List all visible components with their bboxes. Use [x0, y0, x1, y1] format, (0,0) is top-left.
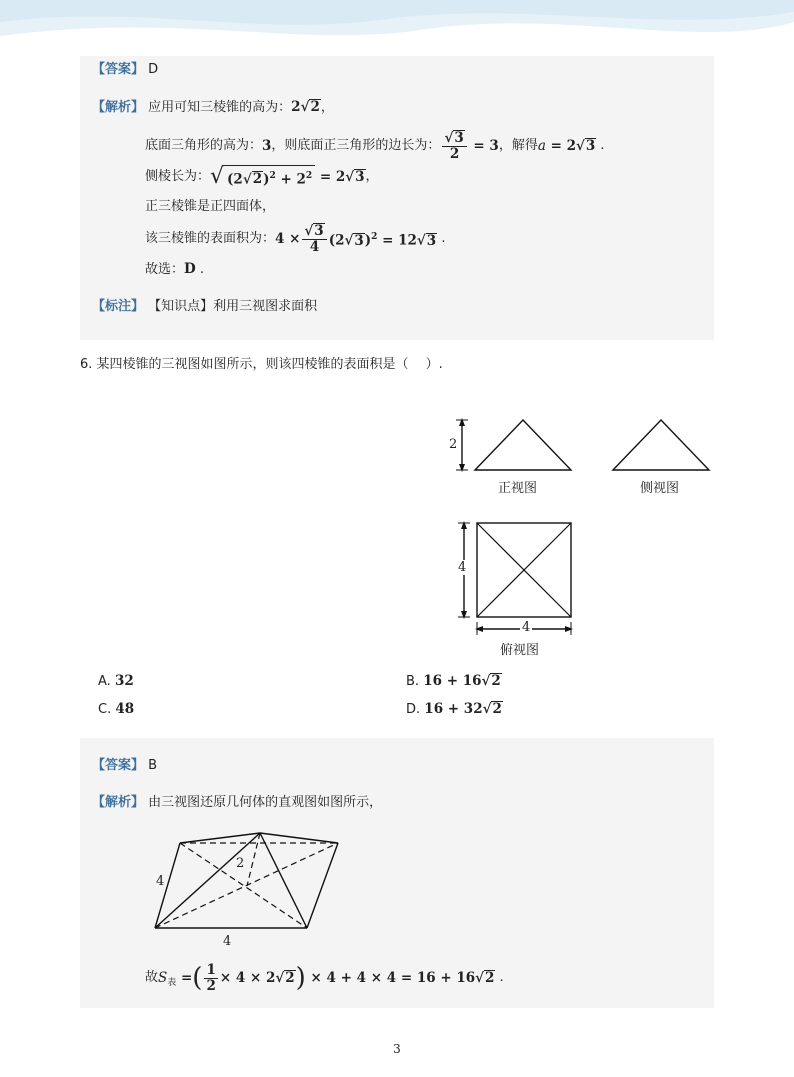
note-text: 【知识点】利用三视图求面积 — [148, 299, 318, 314]
analysis-text-5: 该三棱锥的表面积为： — [145, 231, 276, 246]
option-b-letter: B. — [406, 674, 420, 689]
option-d[interactable]: D. 16 + 32√2 — [406, 701, 502, 717]
question-number: 6. — [80, 357, 93, 372]
option-d-letter: D. — [406, 702, 421, 717]
analysis-line-2: 底面三角形的高为： 3 ，则底面正三角形的边长为： $\frac{√3}{2}$ = 3 ，解得 a = 2√3 . — [145, 130, 605, 162]
answer-row — [92, 60, 158, 80]
option-d-value: 16 + 32 — [424, 701, 483, 717]
option-c[interactable] — [98, 699, 134, 720]
front-view-caption: 正视图 — [498, 481, 538, 496]
analysis-line-4 — [145, 197, 275, 217]
answer-value: D — [148, 62, 159, 77]
top-width-label: 4 — [522, 620, 531, 635]
answer-row-2 — [92, 756, 157, 776]
analysis-line-6: 故选：D . — [145, 261, 204, 277]
option-b-value: 16 + 16 — [423, 673, 482, 689]
analysis-text-2d: ，解得 — [498, 138, 538, 153]
formula-subscript: 表 — [167, 978, 177, 988]
option-c-value: 48 — [115, 701, 135, 717]
pyramid-figure — [150, 828, 350, 938]
formula-prefix: 故 — [145, 970, 159, 985]
header-wave-decoration — [0, 0, 794, 60]
analysis-text-3: 侧棱长为： — [145, 169, 211, 184]
side-view-caption: 侧视图 — [640, 481, 680, 496]
analysis-tag: 【解析】 — [92, 100, 145, 115]
analysis-line-3: 侧棱长为： √ $(2√2)^2 + 2^2$ = 2√ 3 ， — [145, 164, 379, 189]
page-number: 3 — [393, 1042, 401, 1056]
analysis-choice: D — [184, 261, 196, 277]
analysis-line-5: 该三棱锥的表面积为： 4 × $\frac{√3}{4}$ $(2√3)^2 = 12√3$ . — [145, 223, 446, 255]
analysis-line-1: 【解析】 应用可知三棱锥的高为：2√2， — [92, 99, 334, 115]
note-row — [92, 297, 317, 317]
analysis-text-2c: ，则底面正三角形的边长为： — [271, 138, 441, 153]
pyramid-height-label: 2 — [236, 856, 245, 871]
analysis-tag-2: 【解析】 — [92, 795, 145, 810]
option-b[interactable]: B. 16 + 16√2 — [406, 673, 501, 689]
top-view-figure — [452, 518, 580, 636]
analysis-row-2 — [92, 793, 382, 813]
top-height-label: 4 — [458, 560, 467, 575]
side-view-figure — [608, 412, 714, 474]
analysis-text-q6: 由三视图还原几何体的直观图如图所示， — [148, 795, 383, 810]
answer-tag-2: 【答案】 — [92, 758, 145, 773]
note-tag: 【标注】 — [92, 299, 145, 314]
final-formula: 故 S $_表$ = ( $\frac{1}{2}$ × 4 × 2√2 ) × 4 + 4 × 4 = 16 + 16√2 . — [145, 961, 504, 994]
pyramid-side-label: 4 — [156, 874, 165, 889]
answer-tag: 【答案】 — [92, 62, 145, 77]
analysis-text-1: 应用可知三棱锥的高为： — [148, 100, 292, 115]
front-height-label: 2 — [449, 437, 458, 452]
question-text: 某四棱锥的三视图如图所示，则该四棱锥的表面积是（ ）. — [96, 357, 443, 372]
option-a-letter: A. — [98, 674, 111, 689]
analysis-value-3: 3 — [262, 138, 272, 154]
option-a[interactable] — [98, 671, 134, 692]
front-view-figure — [440, 412, 580, 474]
answer-value-2: B — [148, 758, 158, 773]
pyramid-base-label: 4 — [223, 934, 232, 949]
option-a-value: 32 — [114, 673, 134, 689]
analysis-text-2a: 底面三角形的高为： — [145, 138, 263, 153]
analysis-text-4: 正三棱锥是正四面体， — [145, 199, 276, 214]
analysis-text-6: 故选： — [145, 262, 185, 277]
question-6 — [80, 355, 443, 375]
option-c-letter: C. — [98, 702, 112, 717]
top-view-caption: 俯视图 — [500, 643, 540, 658]
